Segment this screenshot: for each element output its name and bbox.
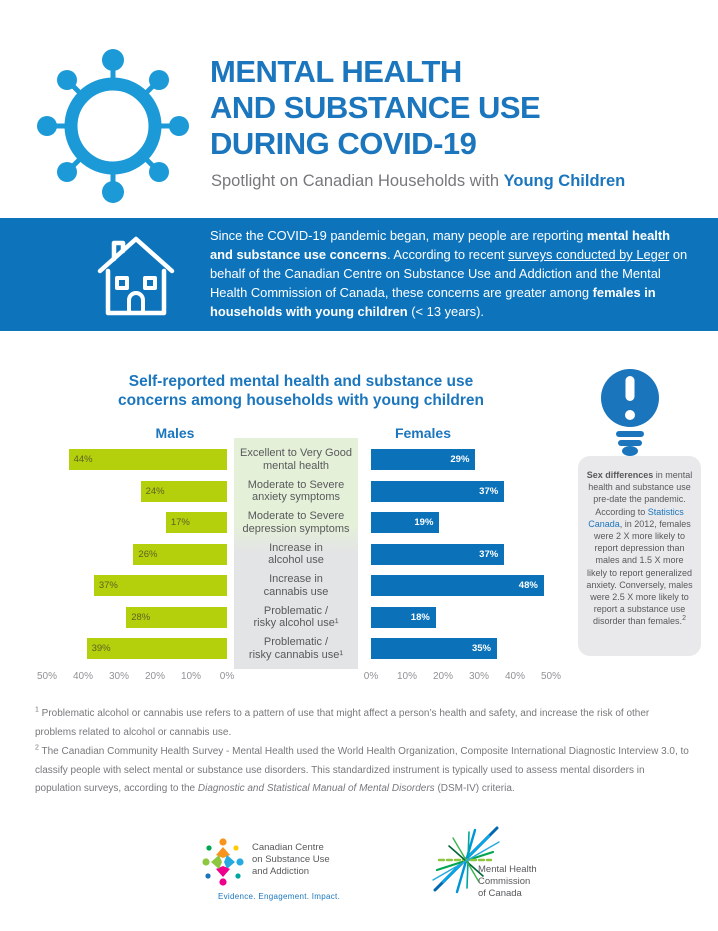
female-bar-value: 18% — [410, 611, 430, 623]
sex-differences-callout — [578, 456, 701, 656]
female-bar — [371, 449, 475, 470]
virus-icon — [28, 48, 198, 204]
category-label — [234, 602, 358, 634]
male-bar-value: 17% — [170, 517, 190, 529]
house-icon — [94, 232, 178, 318]
mhcc-logo-text — [478, 864, 537, 900]
category-label-line: depression symptoms — [242, 522, 350, 535]
female-bar — [371, 607, 436, 628]
intro-banner — [0, 218, 718, 331]
axis-tick: 50% — [540, 671, 562, 682]
category-column-rows — [234, 444, 358, 665]
females-bars — [371, 444, 551, 665]
category-label — [234, 633, 358, 665]
male-bar — [166, 512, 227, 533]
ccsa-logo-icon — [200, 836, 246, 888]
male-bar-row — [47, 444, 227, 476]
females-column-header: Females — [394, 425, 452, 441]
female-bar-value: 48% — [518, 580, 538, 592]
female-bar-row — [371, 570, 551, 602]
chart-title-line: concerns among households with young children — [117, 392, 484, 409]
female-bar-row — [371, 476, 551, 508]
page-title-line: AND SUBSTANCE USE — [210, 90, 541, 125]
category-label — [234, 539, 358, 571]
category-label-line: mental health — [262, 459, 330, 472]
page-subtitle — [211, 172, 625, 191]
intro-paragraph — [210, 226, 694, 321]
female-bar-value: 29% — [450, 454, 470, 466]
subtitle-text: Spotlight on Canadian Households with — [211, 172, 504, 190]
footnote-text: (DSM-IV) criteria. — [434, 783, 515, 794]
female-bar-value: 35% — [471, 643, 491, 655]
footnote-2 — [35, 743, 690, 799]
subtitle-highlight: Young Children — [503, 172, 626, 190]
ccsa-logo-text — [252, 842, 330, 878]
footnote-marker: 1 — [35, 706, 39, 714]
page-title-line: MENTAL HEALTH — [210, 54, 462, 89]
callout-bold: Sex differences — [586, 470, 654, 480]
male-bar — [94, 575, 227, 596]
axis-tick: 50% — [36, 671, 58, 682]
males-column-header: Males — [155, 425, 195, 441]
category-label — [234, 444, 358, 476]
intro-bold: mental health and substance use concerns — [210, 228, 671, 262]
male-bar — [126, 607, 227, 628]
category-label-line: Increase in — [269, 573, 323, 586]
male-bar-row — [47, 507, 227, 539]
category-label-line: risky cannabis use¹ — [248, 648, 344, 661]
females-axis — [363, 671, 562, 685]
footnote-1 — [35, 705, 690, 742]
female-bar — [371, 575, 544, 596]
statistics-canada-link[interactable]: Statistics Canada — [588, 506, 684, 529]
male-bar-value: 24% — [145, 485, 165, 497]
lightbulb-icon — [598, 368, 662, 458]
category-label-line: Problematic / — [263, 604, 329, 617]
males-bars — [47, 444, 227, 665]
category-label-line: anxiety symptoms — [251, 491, 341, 504]
axis-tick: 20% — [144, 671, 166, 682]
intro-text: Since the COVID-19 pandemic began, many people are reporting — [210, 228, 587, 243]
ccsa-tagline: Evidence. Engagement. Impact. — [218, 892, 341, 901]
female-bar-value: 19% — [414, 517, 434, 529]
category-label-line: Increase in — [269, 541, 323, 554]
footnote-text: The Canadian Community Health Survey - Mental Health used the World Health Organization, Composite International Diagnostic Interview 3.0, to classify people with select mental or substance use disorders. This standardized instrument is typically used to assess mental disorders in population surveys, according to the — [35, 746, 689, 794]
male-bar-row — [47, 633, 227, 665]
female-bar-value: 37% — [479, 548, 499, 560]
male-bar-value: 28% — [131, 611, 151, 623]
female-bar-row — [371, 507, 551, 539]
intro-bold: females in households with young children — [210, 285, 656, 319]
male-bar — [69, 449, 227, 470]
ccsa-logo — [200, 836, 380, 901]
mhcc-logo — [427, 822, 617, 907]
female-bar — [371, 638, 497, 659]
category-label-line: alcohol use — [268, 554, 324, 567]
footnote-marker: 2 — [35, 744, 39, 752]
ccsa-line: Canadian Centre — [252, 842, 324, 853]
page-title — [210, 54, 540, 162]
ccsa-line: and Addiction — [252, 866, 310, 877]
male-bar — [87, 638, 227, 659]
male-bar-value: 37% — [98, 580, 118, 592]
callout-text: , in 2012, females were 2 X more likely to report depression than males and 1.5 X more likely to report generalized anxiety. Conversely, males were 2.5 X more likely to report a substance use disorder than females. — [586, 518, 693, 627]
category-label — [234, 570, 358, 602]
male-bar-row — [47, 539, 227, 571]
category-label-line: Moderate to Severe — [247, 510, 345, 523]
page-title-line: DURING COVID-19 — [210, 126, 477, 161]
female-bar — [371, 481, 504, 502]
female-bar — [371, 512, 439, 533]
axis-tick: 10% — [180, 671, 202, 682]
chart-title — [40, 372, 562, 410]
footnote-text: Problematic alcohol or cannabis use refers to a pattern of use that might affect a person’s health and safety, and increase the risk of other problems related to alcohol or cannabis use. — [35, 708, 650, 738]
mhcc-line: Mental Health — [478, 864, 537, 875]
category-label-line: Problematic / — [263, 636, 329, 649]
male-bar-row — [47, 570, 227, 602]
intro-text: . According to recent — [386, 247, 509, 262]
axis-tick: 30% — [468, 671, 490, 682]
mhcc-line: of Canada — [478, 888, 522, 899]
category-label — [234, 507, 358, 539]
axis-tick: 40% — [504, 671, 526, 682]
male-bar-value: 44% — [73, 454, 93, 466]
footnote-italic-title: Diagnostic and Statistical Manual of Mental Disorders — [197, 783, 435, 794]
male-bar-value: 39% — [91, 643, 111, 655]
intro-text: (< 13 years). — [407, 304, 484, 319]
male-bar — [133, 544, 227, 565]
intro-text: on behalf of the Canadian Centre on Substance Use and Addiction and the Mental Health Commission of Canada, these concerns are greater among — [210, 247, 688, 300]
male-bar-row — [47, 476, 227, 508]
female-bar-row — [371, 539, 551, 571]
axis-tick: 20% — [432, 671, 454, 682]
category-label-line: cannabis use — [263, 585, 329, 598]
callout-text: in mental health and substance use pre-date the pandemic. According to — [588, 470, 693, 517]
female-bar-row — [371, 602, 551, 634]
category-label-line: Moderate to Severe — [247, 478, 345, 491]
male-bar — [141, 481, 227, 502]
category-label-line: Excellent to Very Good — [240, 447, 352, 460]
female-bar-row — [371, 633, 551, 665]
axis-tick: 30% — [108, 671, 130, 682]
chart-title-line: Self-reported mental health and substance use — [128, 373, 474, 390]
leger-survey-link[interactable]: surveys conducted by Leger — [508, 247, 670, 262]
male-bar-row — [47, 602, 227, 634]
male-bar-value: 26% — [138, 548, 158, 560]
female-bar-value: 37% — [479, 485, 499, 497]
ccsa-line: on Substance Use — [252, 854, 330, 865]
males-axis — [36, 671, 237, 685]
axis-tick: 0% — [363, 671, 379, 682]
female-bar — [371, 544, 504, 565]
category-label — [234, 476, 358, 508]
category-label-line: risky alcohol use¹ — [253, 617, 339, 630]
callout-footnote-marker: 2 — [682, 615, 686, 623]
axis-tick: 0% — [219, 671, 235, 682]
female-bar-row — [371, 444, 551, 476]
axis-tick: 40% — [72, 671, 94, 682]
axis-tick: 10% — [396, 671, 418, 682]
mhcc-line: Commission — [478, 876, 531, 887]
